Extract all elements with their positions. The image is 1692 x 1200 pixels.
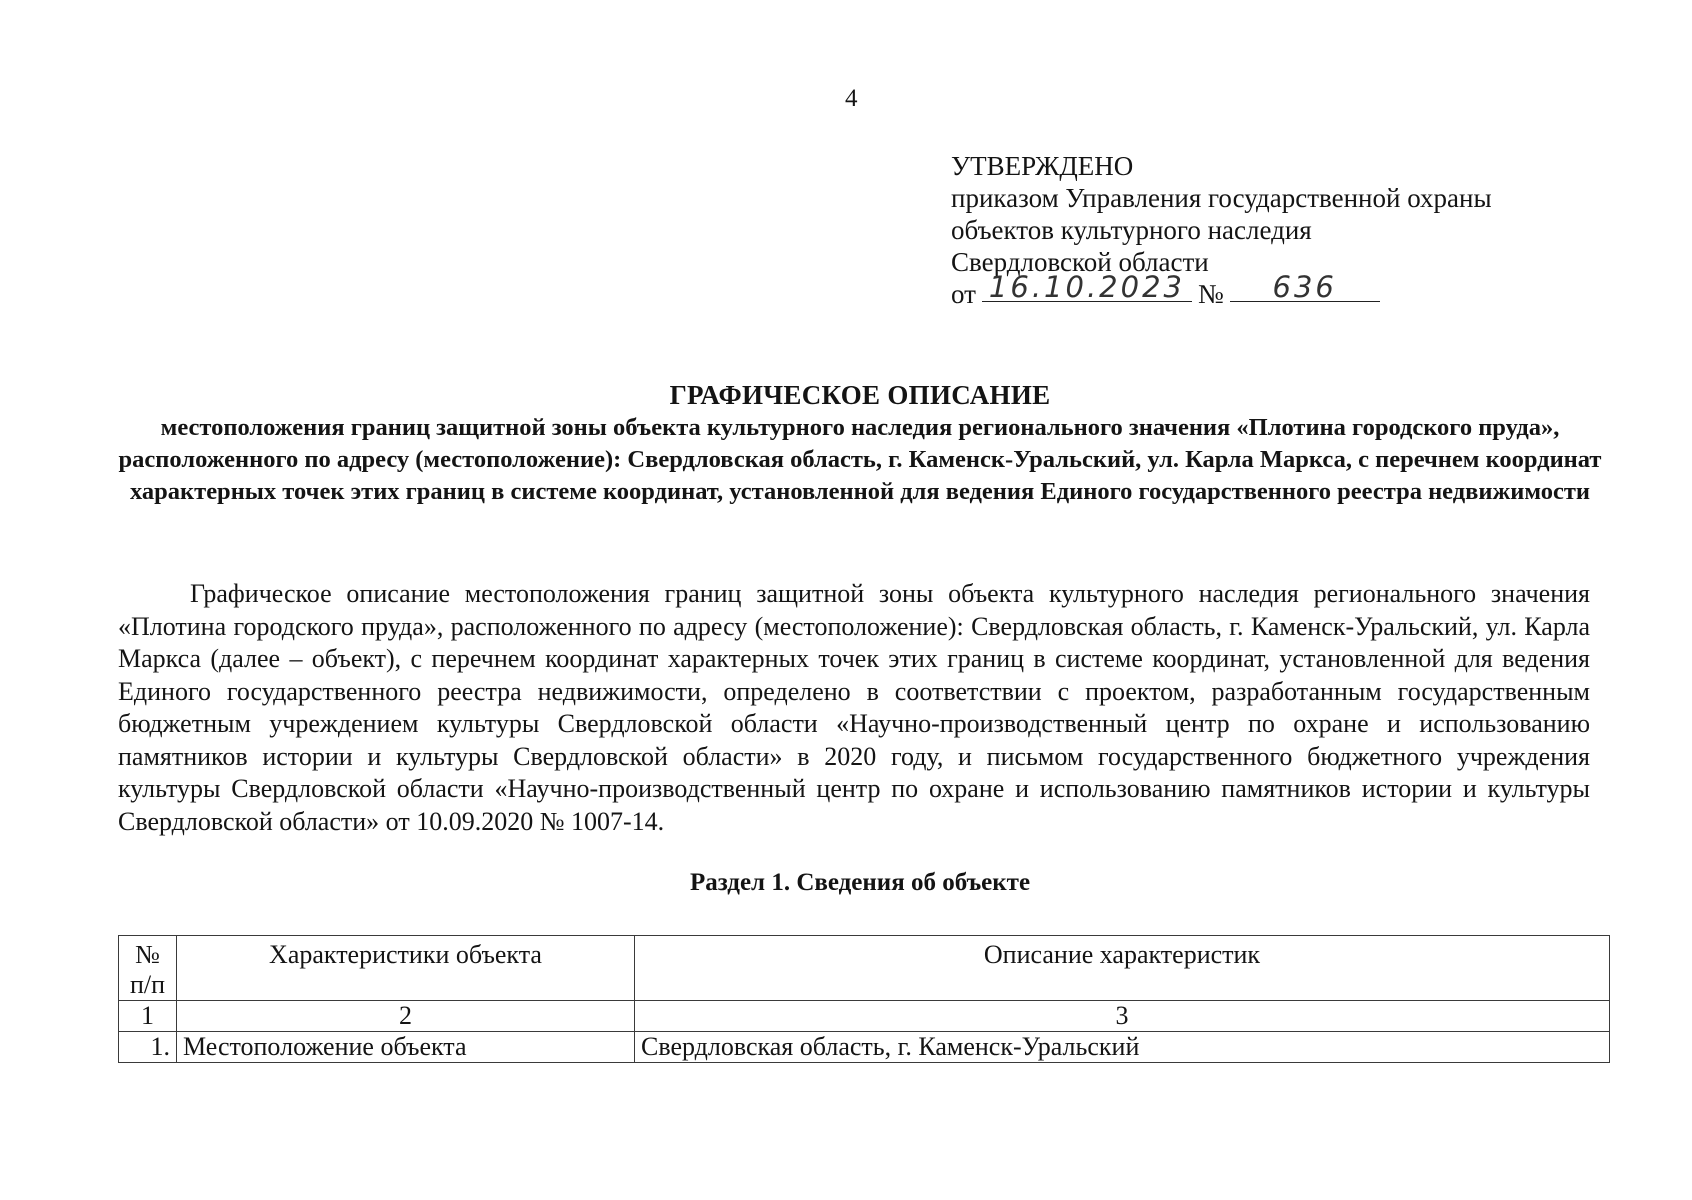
column-number-1: 1 bbox=[119, 1001, 177, 1032]
table-header-row bbox=[119, 936, 1610, 1001]
header-characteristics: Характеристики объекта bbox=[177, 936, 635, 1001]
object-info-table bbox=[118, 935, 1610, 1063]
approval-stamp bbox=[951, 150, 1571, 310]
row-number: 1. bbox=[119, 1032, 177, 1063]
table-column-numbers-row bbox=[119, 1001, 1610, 1032]
section-title: Раздел 1. Сведения об объекте bbox=[689, 869, 1031, 896]
document-title: ГРАФИЧЕСКОЕ ОПИСАНИЕ bbox=[669, 380, 1051, 410]
body-paragraph: Графическое описание местоположения границ защитной зоны объекта культурного наследия регионального значения «Плотина городского пруда», расположенного по адресу (местоположение): Свердловская область, г. Каменск-Уральский, ул. Карла Маркса (далее – объект), с перечнем координат характерных точек этих границ в системе координат, установленной для ведения Единого государственного реестра недвижимости, определено в соответствии с проектом, разработанным государственным бюджетным учреждением культуры Свердловской области «Научно-производственный центр по охране и использованию памятников истории и культуры Свердловской области» в 2020 году, и письмом государственного бюджетного учреждения культуры Свердловской области «Научно-производственный центр по охране и использованию памятников истории и культуры Свердловской области» от 10.09.2020 № 1007-14. bbox=[118, 579, 1590, 836]
document-title-block bbox=[110, 378, 1610, 508]
page-number: 4 bbox=[845, 85, 858, 112]
handwritten-number: 636 bbox=[1230, 273, 1380, 302]
header-number: № п/п bbox=[119, 936, 177, 1001]
table-row bbox=[119, 1032, 1610, 1063]
approval-line-order: приказом Управления государственной охраны bbox=[951, 183, 1492, 213]
number-prefix: № bbox=[1197, 279, 1224, 309]
approval-line-objects: объектов культурного наследия bbox=[951, 215, 1312, 245]
document-subtitle: местоположения границ защитной зоны объекта культурного наследия регионального значения «Плотина городского пруда», расположенного по адресу (местоположение): Свердловская область, г. Каменск-Уральский, ул. Карла Маркса, с перечнем координат характерных точек этих границ в системе координат, установленной для ведения Единого государственного реестра недвижимости bbox=[118, 414, 1602, 505]
header-description: Описание характеристик bbox=[635, 936, 1610, 1001]
approval-heading: УТВЕРЖДЕНО bbox=[951, 151, 1134, 181]
date-prefix: от bbox=[951, 279, 976, 309]
column-number-2: 2 bbox=[177, 1001, 635, 1032]
approval-line-region: Свердловской области bbox=[951, 247, 1209, 277]
row-characteristic: Местоположение объекта bbox=[177, 1032, 635, 1063]
row-description: Свердловская область, г. Каменск-Уральский bbox=[635, 1032, 1610, 1063]
handwritten-date: 16.10.2023 bbox=[982, 273, 1192, 302]
column-number-3: 3 bbox=[635, 1001, 1610, 1032]
approval-date-line bbox=[951, 270, 1571, 310]
